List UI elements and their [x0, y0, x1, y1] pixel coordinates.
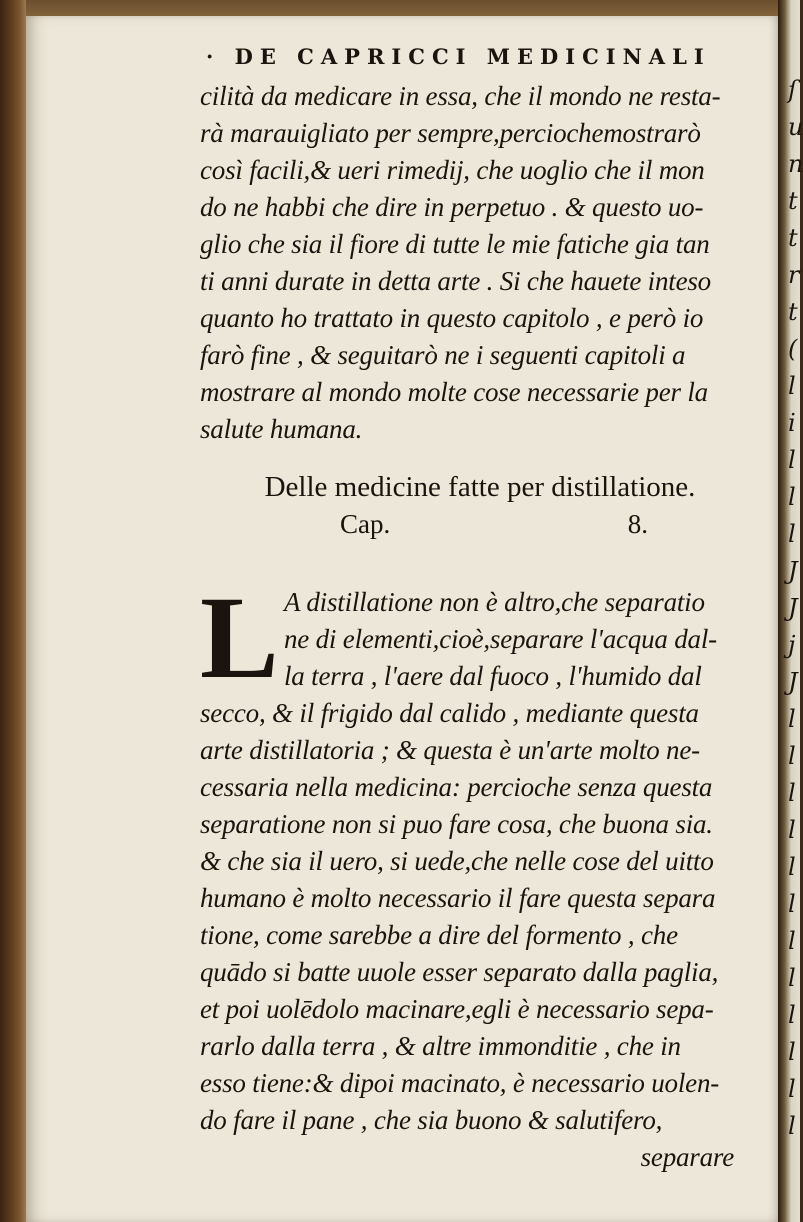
text-line: A distillatione non è altro,che separatio — [284, 587, 705, 617]
facing-page-letter: ſ — [788, 76, 797, 104]
text-line: secco, & il frigido dal calido , mediante questa — [200, 698, 699, 728]
text-line: et poi uolēdolo macinare,egli è necessario sepa- — [200, 994, 714, 1024]
text-line: separatione non si puo fare cosa, che buona sia. — [200, 809, 713, 839]
facing-page-letter: l — [788, 483, 796, 511]
intro-paragraph — [200, 78, 760, 448]
facing-page-letter: J — [788, 668, 798, 696]
facing-page-letter: l — [788, 520, 796, 548]
book-spine-edge — [0, 0, 26, 1222]
facing-page-letter: l — [788, 927, 796, 955]
text-line: do ne habbi che dire in perpetuo . & questo uo- — [200, 192, 704, 222]
running-head: · DE CAPRICCI MEDICINALI — [206, 44, 711, 69]
facing-page-letter: j — [788, 631, 796, 659]
facing-page-letter: t — [788, 187, 798, 215]
text-line: la terra , l'aere dal fuoco , l'humido dal — [284, 661, 702, 691]
text-line: ne di elementi,cioè,separare l'acqua dal- — [284, 624, 717, 654]
facing-page-letter: l — [788, 372, 796, 400]
text-line: do fare il pane , che sia buono & salutifero, — [200, 1105, 663, 1135]
facing-page-letter: J — [788, 594, 798, 622]
facing-page-letter: l — [788, 705, 796, 733]
facing-page-letter: u — [788, 113, 803, 141]
text-line: ti anni durate in detta arte . Si che hauete inteso — [200, 266, 711, 296]
facing-page-letter: r — [788, 261, 800, 289]
text-line: cilità da medicare in essa, che il mondo ne resta- — [200, 81, 721, 111]
chapter-body — [200, 572, 760, 1176]
facing-page-letter: l — [788, 1112, 796, 1140]
text-line: salute humana. — [200, 414, 363, 444]
facing-page-letter: l — [788, 890, 796, 918]
chapter-title: Delle medicine fatte per distillatione. — [264, 471, 696, 503]
text-line: tione, come sarebbe a dire del formento , che — [200, 920, 678, 950]
facing-page-letter: J — [788, 557, 798, 585]
text-line: arte distillatoria ; & questa è un'arte molto ne- — [200, 735, 700, 765]
text-line: esso tiene:& dipoi macinato, è necessario uolen- — [200, 1068, 720, 1098]
facing-page-edge-text — [788, 72, 803, 1172]
text-line: humano è molto necessario il fare questa separa — [200, 883, 716, 913]
facing-page-letter: l — [788, 853, 796, 881]
chapter-number-row — [340, 506, 648, 542]
catchword: separare — [640, 1142, 734, 1172]
chapter-label: Cap. — [340, 509, 391, 539]
text-line: glio che sia il fiore di tutte le mie fatiche gia tan — [200, 229, 710, 259]
facing-page-letter: l — [788, 446, 796, 474]
text-line: rarlo dalla terra , & altre immonditie , che in — [200, 1031, 681, 1061]
text-line: quādo si batte uuole esser separato dalla paglia, — [200, 957, 719, 987]
page-content — [200, 44, 760, 1176]
text-line: farò fine , & seguitarò ne i seguenti capitoli a — [200, 340, 686, 370]
facing-page-letter: l — [788, 1075, 796, 1103]
facing-page-letter: l — [788, 816, 796, 844]
text-line: & che sia il uero, si uede,che nelle cose del uitto — [200, 846, 714, 876]
facing-page-letter: l — [788, 742, 796, 770]
facing-page-letter: l — [788, 964, 796, 992]
text-line: così facili,& ueri rimedij, che uoglio che il mon — [200, 155, 705, 185]
chapter-number: 8. — [627, 509, 648, 539]
text-line: cessaria nella medicina: percioche senza questa — [200, 772, 713, 802]
text-line: mostrare al mondo molte cose necessarie per la — [200, 377, 708, 407]
text-line: quanto ho trattato in questo capitolo , e però io — [200, 303, 704, 333]
text-line: rà marauigliato per sempre,perciochemostrarò — [200, 118, 701, 148]
facing-page-letter: i — [788, 409, 796, 437]
facing-page-letter: t — [788, 298, 798, 326]
facing-page-letter: l — [788, 1038, 796, 1066]
facing-page-letter: l — [788, 779, 796, 807]
facing-page-letter: l — [788, 1001, 796, 1029]
facing-page-letter: ( — [788, 335, 798, 363]
drop-cap: L — [200, 572, 279, 703]
facing-page-letter: n — [788, 150, 803, 178]
facing-page-letter: t — [788, 224, 798, 252]
